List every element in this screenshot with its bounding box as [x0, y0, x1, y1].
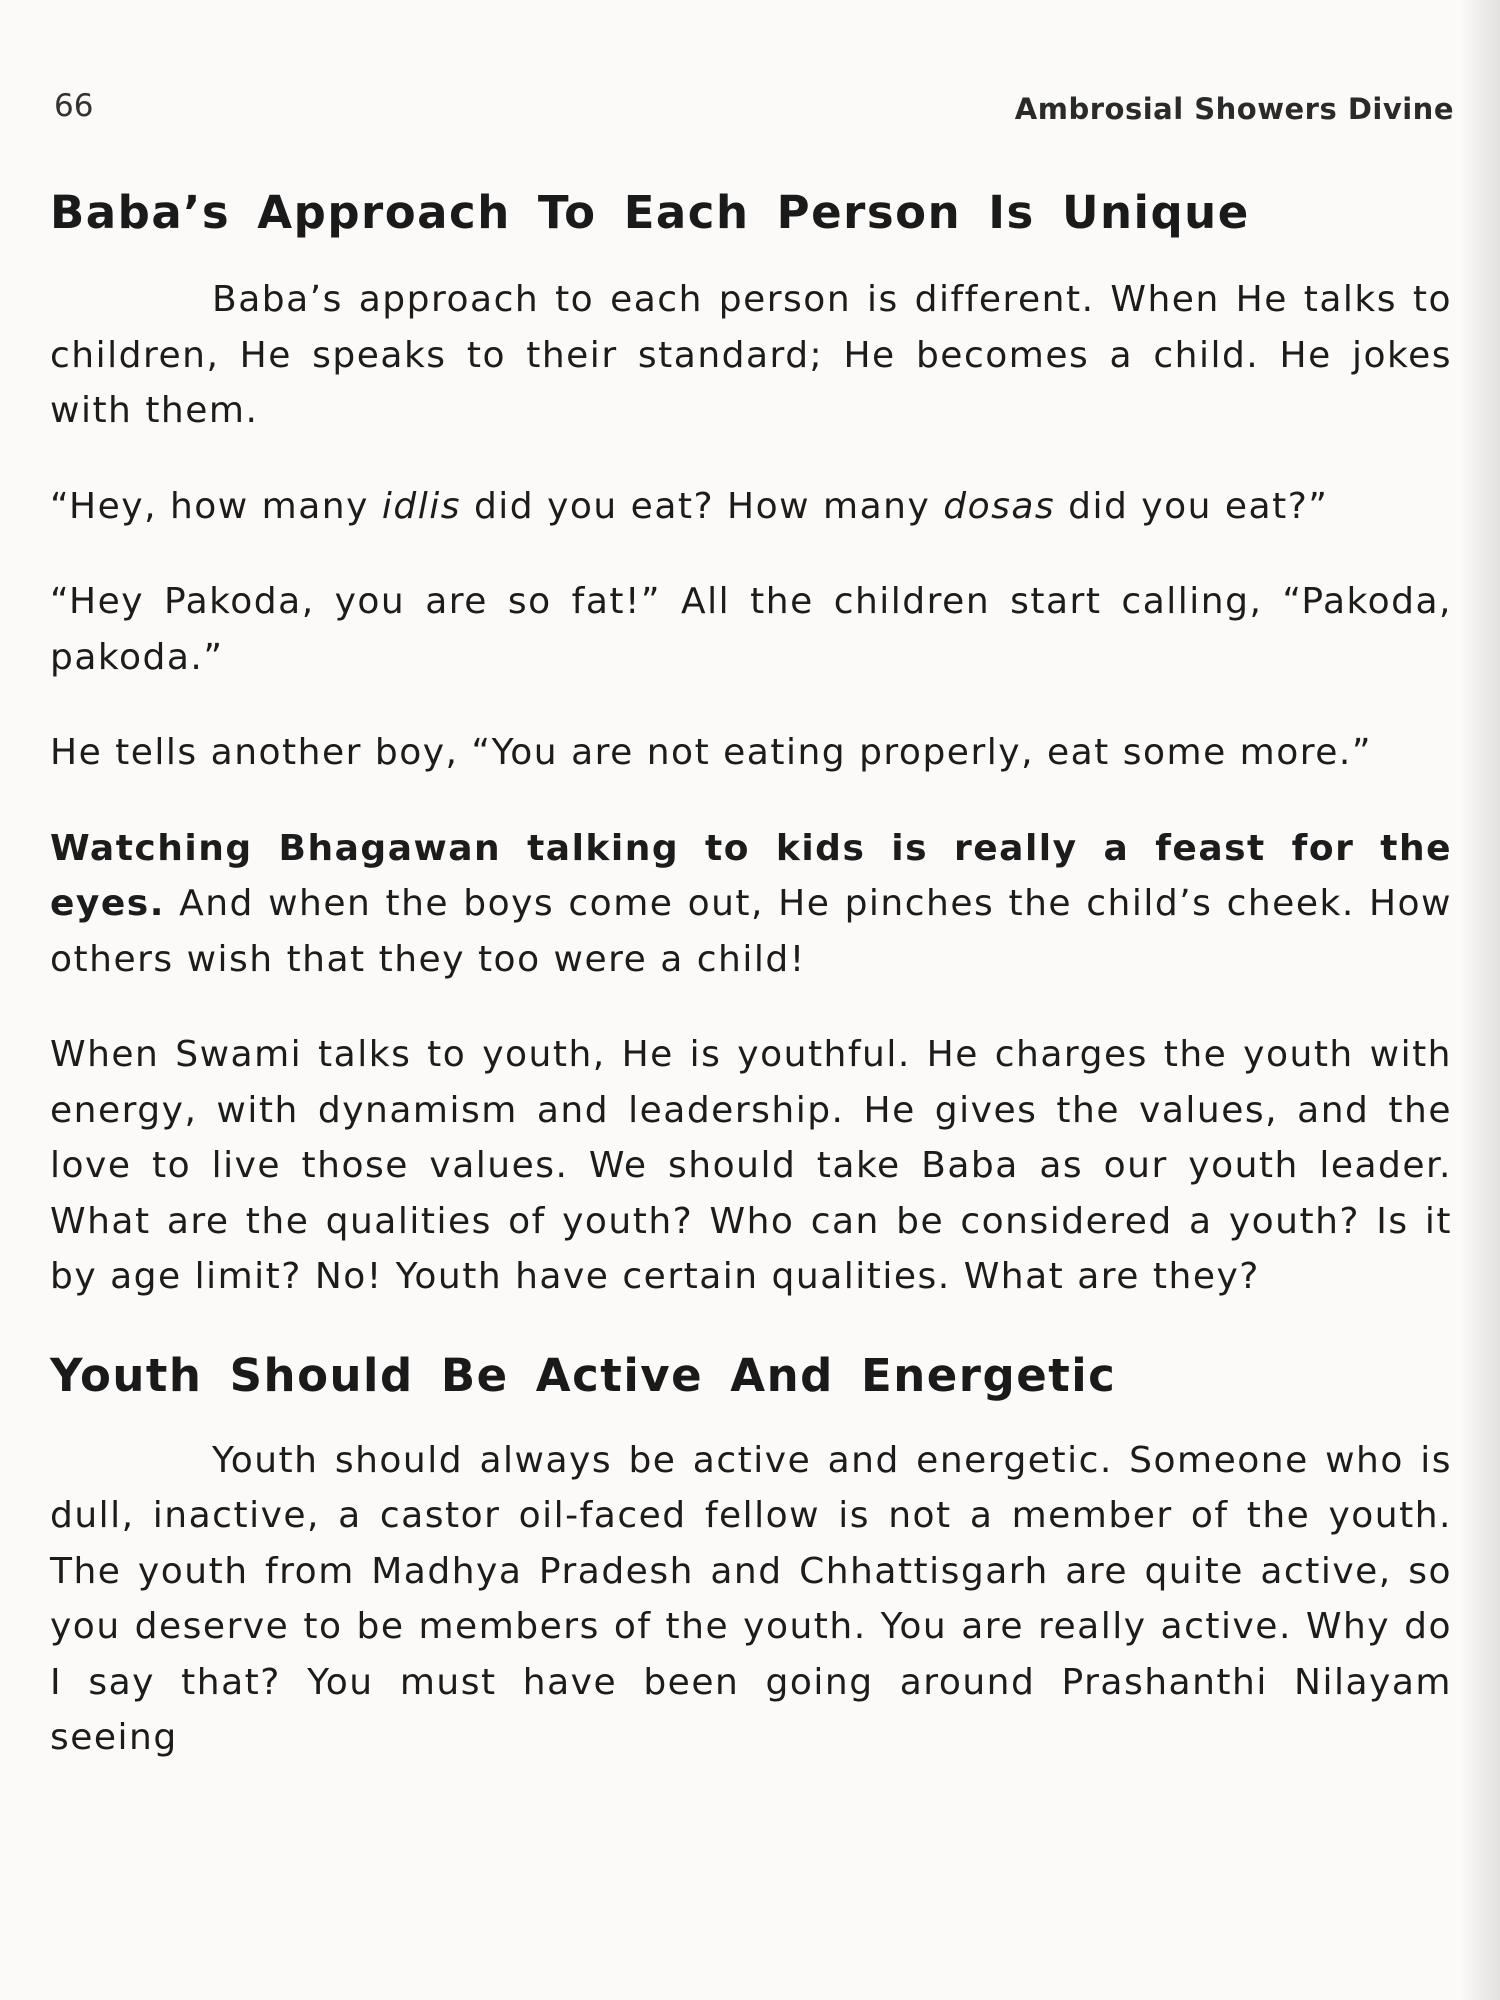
paragraph-pakoda: “Hey Pakoda, you are so fat!” All the children start calling, “Pakoda, pakoda.”: [50, 581, 1452, 678]
text-span: “Hey, how many: [50, 485, 382, 527]
paragraph-youth-active: Youth should always be active and energetic. Someone who is dull, inactive, a castor oil-faced fellow is not a member of the youth. The youth from Madhya Pradesh and Chhattisgarh are quite active, so you deserve to be members of the youth. You are really active. Why do I say that? You must have been going around Prashanthi Nilayam seeing: [50, 1439, 1452, 1758]
text-span: did you eat?”: [1055, 485, 1329, 527]
paragraph-idlis-dosas: [50, 479, 1452, 535]
page-header: [52, 88, 1454, 134]
page-content: [50, 182, 1452, 1806]
paragraph-youth-leader: When Swami talks to youth, He is youthful. He charges the youth with energy, with dynamism and leadership. He gives the values, and the love to live those values. We should take Baba as our youth leader. What are the qualities of youth? Who can be considered a youth? Is it by age limit? No! Youth have certain qualities. What are they?: [50, 1034, 1452, 1297]
section-heading-youth-active: Youth Should Be Active And Energetic: [50, 1348, 1117, 1402]
text-span: did you eat? How many: [461, 485, 944, 527]
italic-dosas: dosas: [943, 485, 1056, 527]
paragraph-approach-intro: Baba’s approach to each person is different. When He talks to children, He speaks to their standard; He becomes a child. He jokes with them.: [50, 279, 1452, 431]
running-title: Ambrosial Showers Divine: [1014, 92, 1454, 126]
paragraph-feast-for-eyes: [50, 821, 1452, 988]
paragraph-eat-more: He tells another boy, “You are not eating properly, eat some more.”: [50, 732, 1373, 773]
section-heading-approach: Baba’s Approach To Each Person Is Unique: [50, 186, 1250, 239]
text-span: And when the boys come out, He pinches the child’s cheek. How others wish that they too were a child!: [50, 883, 1452, 980]
bold-emphasis: Watching Bhagawan talking to kids is really a feast for the eyes.: [50, 827, 1452, 924]
page-edge-shadow: [1460, 0, 1500, 2000]
italic-idlis: idlis: [381, 485, 461, 527]
page-number: 66: [54, 88, 94, 124]
